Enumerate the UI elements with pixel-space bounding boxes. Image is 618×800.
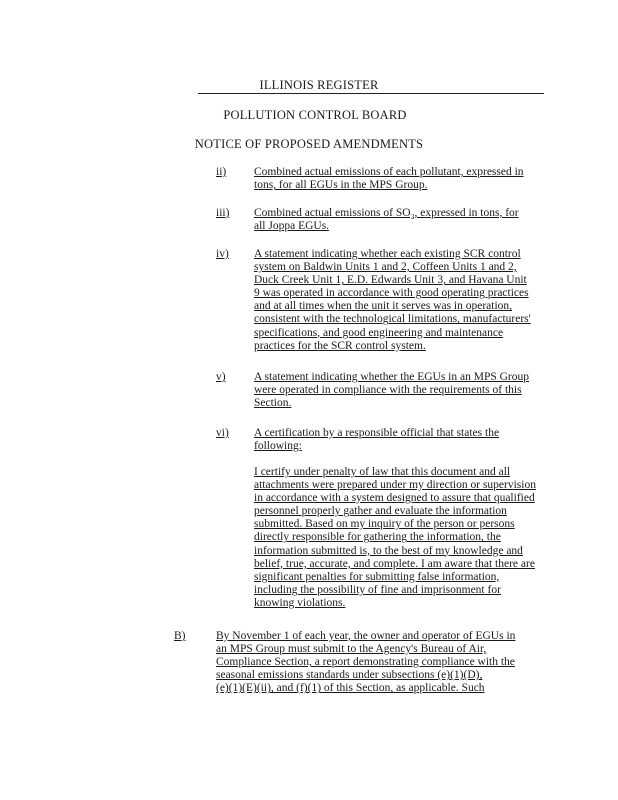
text-line: knowing violations. <box>254 596 346 609</box>
item-number: ii) <box>216 166 227 178</box>
text-line: following: <box>254 440 302 453</box>
item-number: iii) <box>216 207 230 219</box>
item-text <box>254 166 524 192</box>
board-title: POLLUTION CONTROL BOARD <box>223 108 407 122</box>
item-number: iv) <box>216 248 229 260</box>
text-line: system on Baldwin Units 1 and 2, Coffeen Units 1 and 2, <box>254 261 517 274</box>
item-number: vi) <box>216 427 229 439</box>
text-line: consistent with the technological limitations, manufacturers' <box>254 313 531 326</box>
text-line: A statement indicating whether each existing SCR control <box>254 248 521 260</box>
register-title: ILLINOIS REGISTER <box>259 78 379 92</box>
text-line: submitted. Based on my inquiry of the person or persons <box>254 518 515 531</box>
header-rule <box>198 93 544 94</box>
section-number: B) <box>174 630 186 642</box>
text-line: attachments were prepared under my direction or supervision <box>254 479 536 492</box>
text-line: Section. <box>254 397 292 410</box>
text-line: 9 was operated in accordance with good operating practices <box>254 287 529 300</box>
text-line: all Joppa EGUs. <box>254 220 330 233</box>
item-text <box>254 427 499 453</box>
item-text <box>254 207 519 233</box>
certification-text <box>254 466 536 610</box>
text-line: Combined actual emissions of each pollutant, expressed in <box>254 166 524 178</box>
text-line: and at all times when the unit it serves was in operation, <box>254 300 513 313</box>
text-line: By November 1 of each year, the owner and operator of EGUs in <box>216 630 516 642</box>
text-line: seasonal emissions standards under subsections (e)(1)(D), <box>216 669 483 682</box>
text-line: A statement indicating whether the EGUs in an MPS Group <box>254 371 530 383</box>
text-line: including the possibility of fine and imprisonment for <box>254 583 501 596</box>
text-line: in accordance with a system designed to assure that qualified <box>254 492 535 505</box>
text-line: were operated in compliance with the requirements of this <box>254 384 522 397</box>
text-line: A certification by a responsible official that states the <box>254 427 500 439</box>
item-number: v) <box>216 371 226 383</box>
text-line: (e)(1)(E)(ii), and (f)(1) of this Section, as applicable. Such <box>216 682 485 695</box>
text-line: practices for the SCR control system. <box>254 339 426 352</box>
text-line: Duck Creek Unit 1, E.D. Edwards Unit 3, and Havana Unit <box>254 274 527 287</box>
text-line: belief, true, accurate, and complete. I am aware that there are <box>254 557 535 570</box>
text-line: directly responsible for gathering the information, the <box>254 531 501 544</box>
notice-title: NOTICE OF PROPOSED AMENDMENTS <box>194 137 424 151</box>
section-text <box>216 630 515 695</box>
text-line: Compliance Section, a report demonstrating compliance with the <box>216 656 515 669</box>
text-line: specifications, and good engineering and maintenance <box>254 326 504 339</box>
text-line: significant penalties for submitting false information, <box>254 570 500 583</box>
text-line: tons, for all EGUs in the MPS Group. <box>254 179 428 192</box>
text-line: personnel properly gather and evaluate the information <box>254 505 507 518</box>
text-line: I certify under penalty of law that this document and all <box>254 466 511 478</box>
text-line: an MPS Group must submit to the Agency's Bureau of Air, <box>216 643 487 656</box>
item-text <box>254 248 531 353</box>
text-line: Combined actual emissions of SO₂, expressed in tons, for <box>254 207 519 219</box>
text-line: information submitted is, to the best of my knowledge and <box>254 544 523 557</box>
item-text <box>254 371 529 410</box>
